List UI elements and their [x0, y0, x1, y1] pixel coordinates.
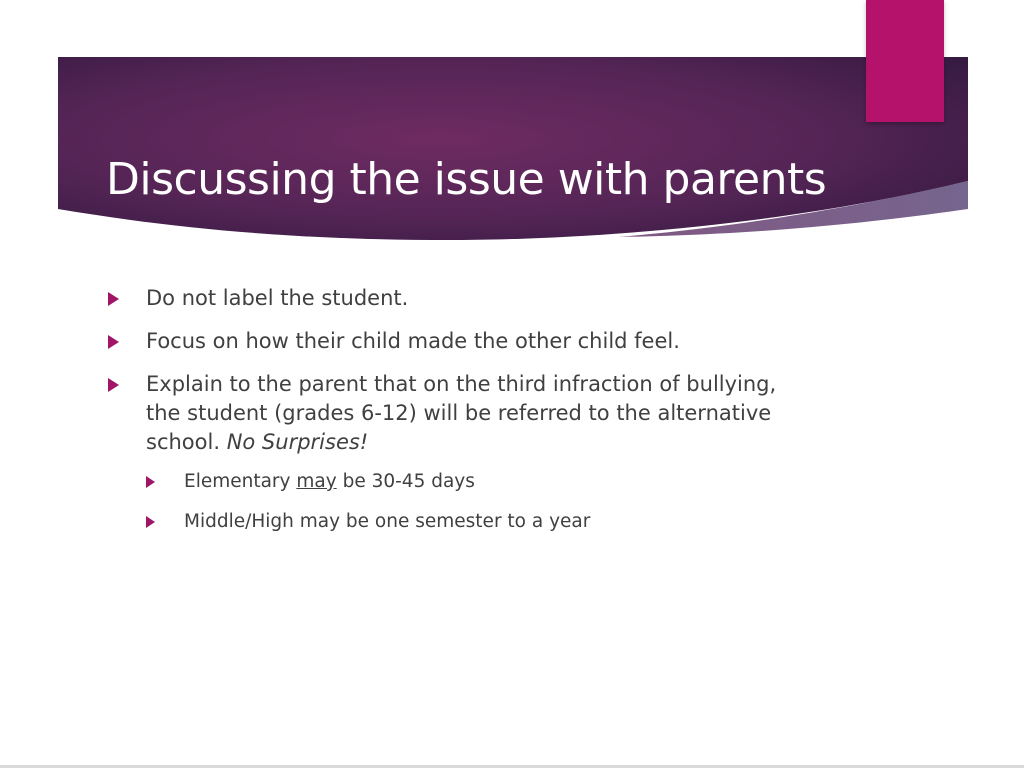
slide-title: Discussing the issue with parents — [106, 154, 827, 205]
bullet-item — [106, 327, 806, 356]
triangle-right-icon — [146, 476, 155, 488]
sub-bullet-text-before: Elementary — [184, 471, 291, 492]
bullet-item — [106, 284, 806, 313]
accent-tab — [866, 0, 944, 122]
sub-bullet-underlined-word: may — [296, 471, 337, 492]
bullet-emphasis: No Surprises! — [226, 430, 369, 454]
bullet-item — [106, 370, 806, 535]
sub-bullet-text: Middle/High may be one semester to a year — [184, 511, 591, 532]
sub-bullet-text-after: be 30-45 days — [342, 471, 475, 492]
bullet-text: Do not label the student. — [146, 286, 409, 310]
sub-bullet-list — [144, 469, 806, 535]
triangle-right-icon — [146, 516, 155, 528]
triangle-right-icon — [108, 292, 119, 306]
triangle-right-icon — [108, 335, 119, 349]
sub-bullet-item — [144, 469, 806, 495]
bullet-text: Focus on how their child made the other child feel. — [146, 329, 680, 353]
bullet-text: Explain to the parent that on the third infraction of bullying, the student (grades 6-12) will be referred to the alternative school. — [146, 372, 777, 454]
bullet-list — [106, 284, 806, 549]
sub-bullet-item — [144, 509, 806, 535]
triangle-right-icon — [108, 378, 119, 392]
